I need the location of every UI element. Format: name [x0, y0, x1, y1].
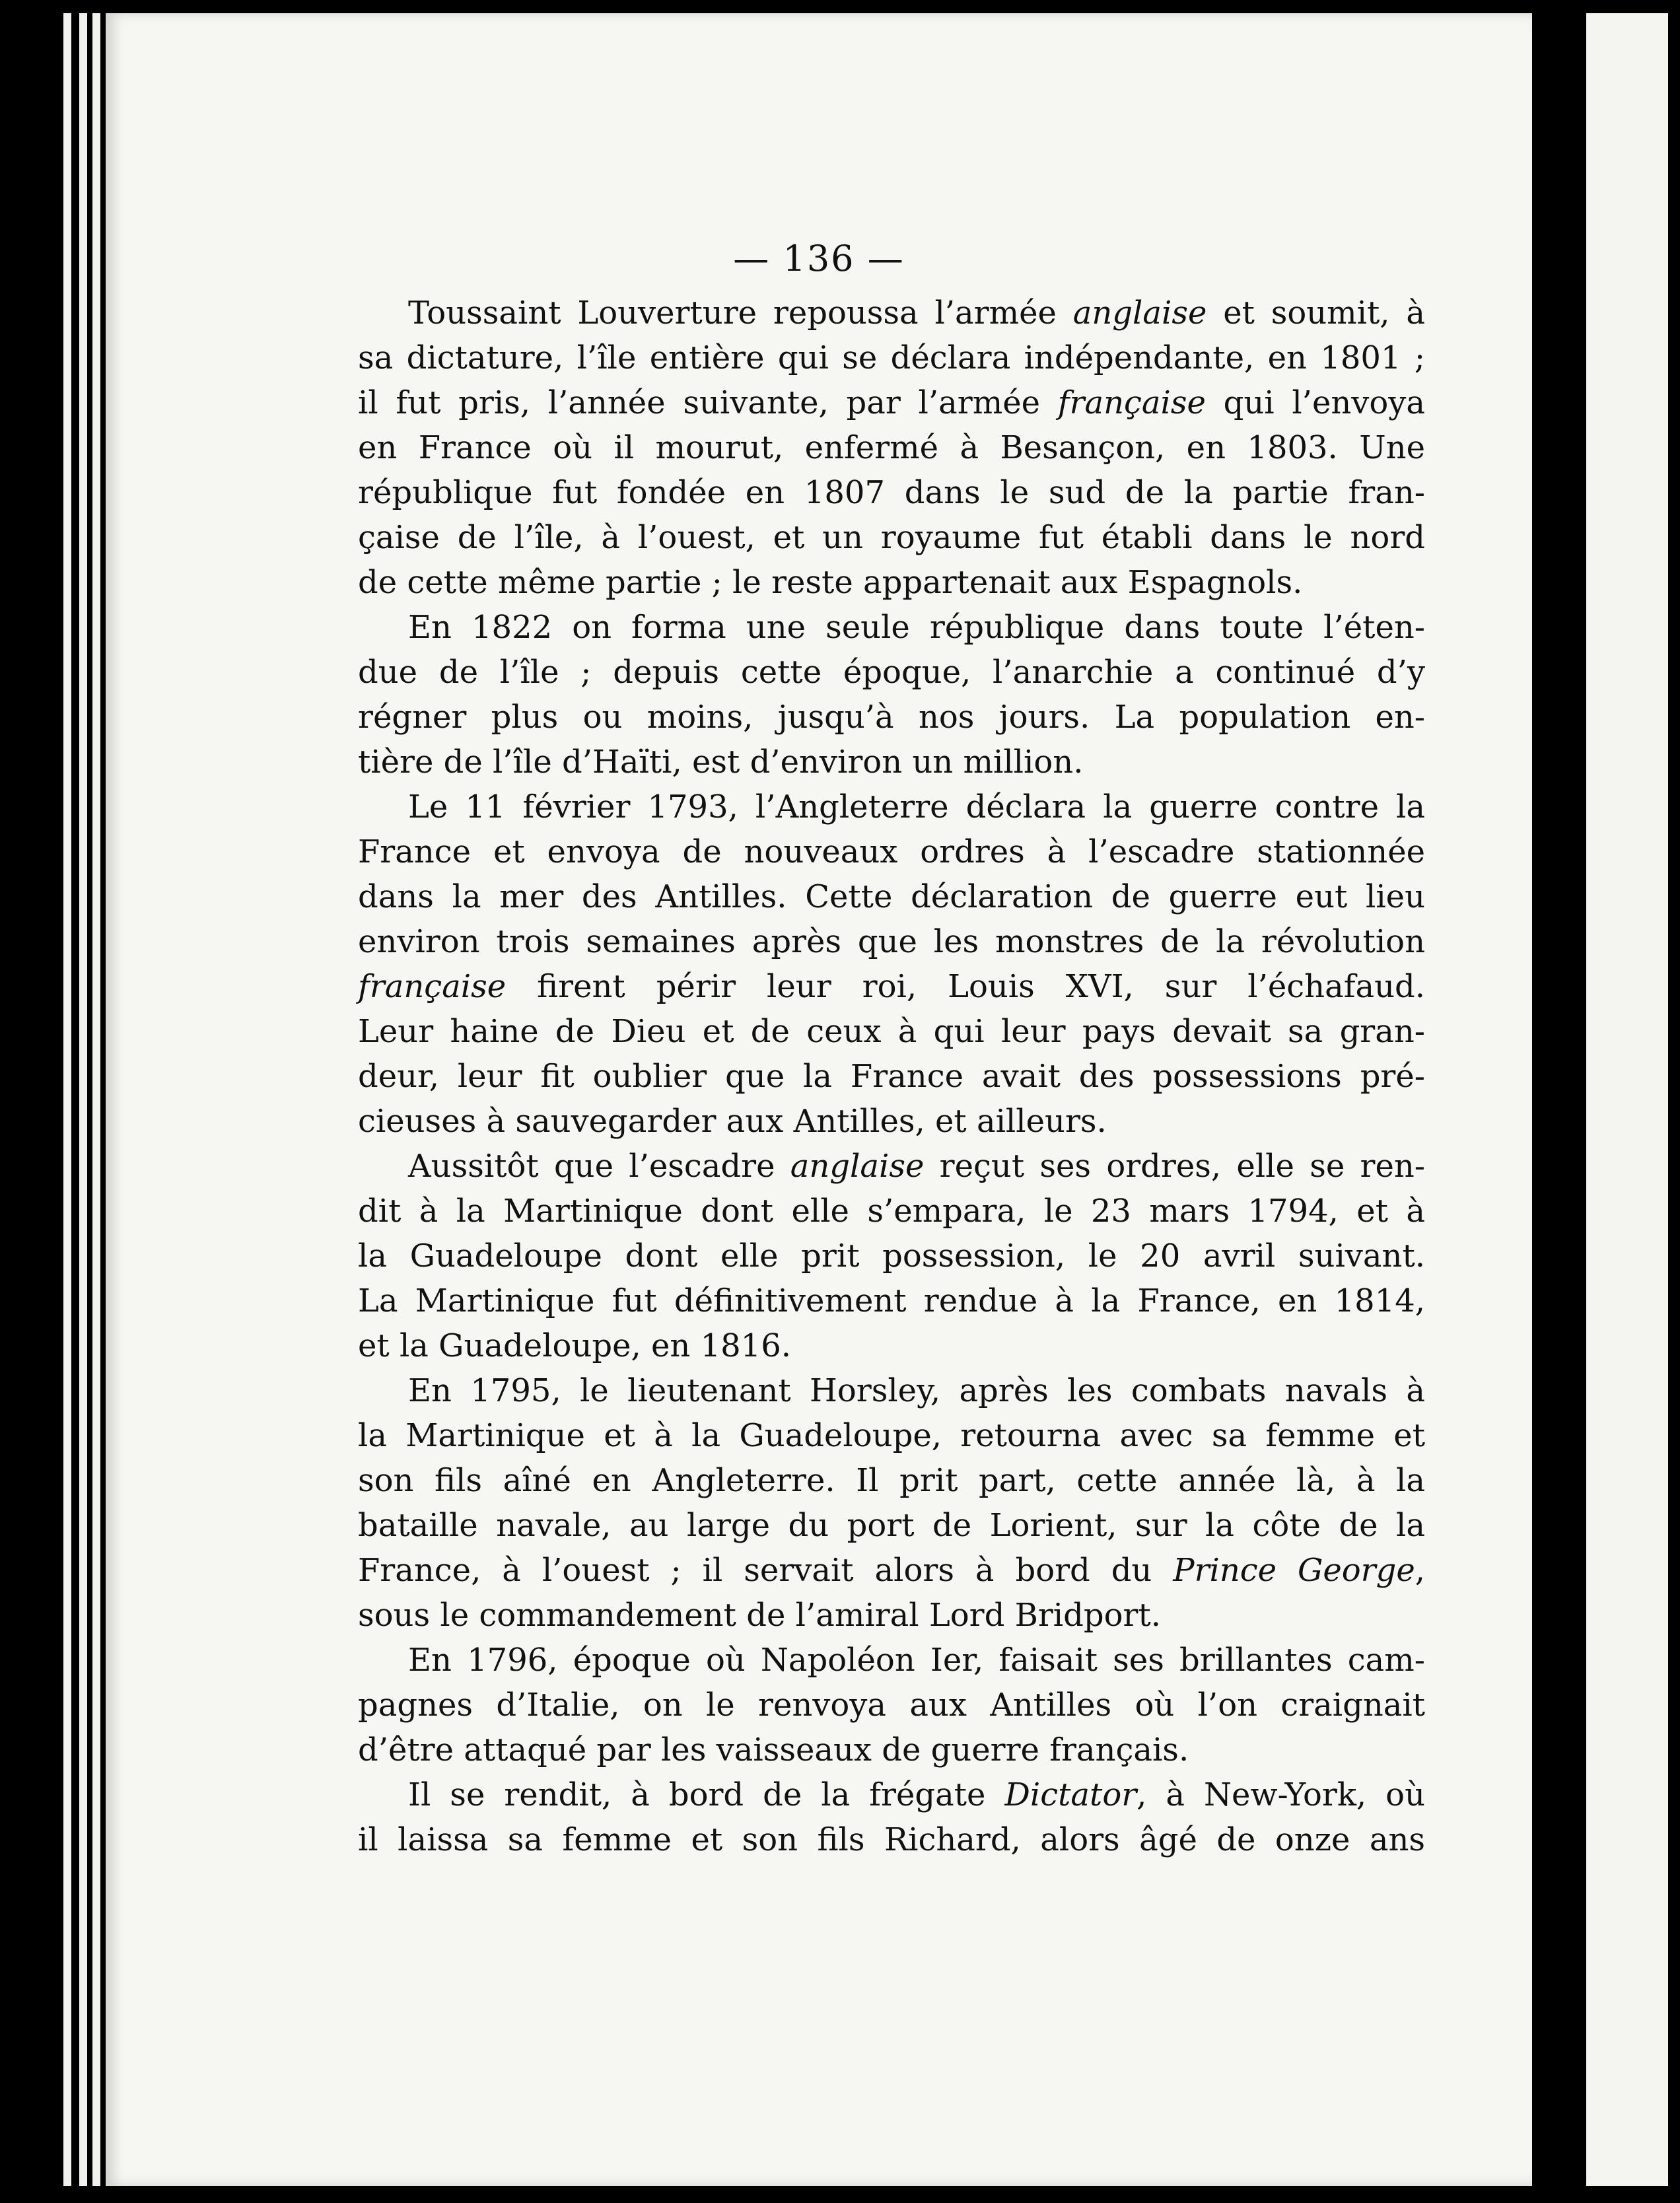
paragraph [358, 1368, 1425, 1638]
paragraph [358, 1144, 1425, 1368]
text-line: régner plus ou moins, jusqu’à nos jours. La population en- [358, 699, 1425, 736]
text-line: sa dictature, l’île entière qui se déclara indépendante, en 1801 ; [358, 339, 1425, 376]
facing-page-edge [1586, 13, 1668, 2186]
text-line: France et envoya de nouveaux ordres à l’escadre stationnée [358, 833, 1425, 870]
text-line: deur, leur fit oublier que la France avait des possessions pré- [358, 1058, 1425, 1095]
text-line: la Martinique et à la Guadeloupe, retourna avec sa femme et [358, 1417, 1425, 1454]
text-line: En 1795, le lieutenant Horsley, après les combats navals à [408, 1372, 1425, 1409]
text-line: due de l’île ; depuis cette époque, l’anarchie a continué d’y [358, 654, 1425, 691]
text-line: Le 11 février 1793, l’Angleterre déclara la guerre contre la [408, 788, 1425, 825]
text-line: Aussitôt que l’escadre anglaise reçut ses ordres, elle se ren- [408, 1148, 1425, 1185]
text-line: bataille navale, au large du port de Lorient, sur la côte de la [358, 1507, 1425, 1544]
text-line: cieuses à sauvegarder aux Antilles, et ailleurs. [358, 1103, 1107, 1140]
text-line: république fut fondée en 1807 dans le sud de la partie fran- [358, 474, 1425, 511]
page-number: — 136 — [733, 238, 905, 279]
text-line: la Guadeloupe dont elle prit possession, le 20 avril suivant. [358, 1238, 1425, 1275]
paragraph [358, 1638, 1425, 1772]
text-line: et la Guadeloupe, en 1816. [358, 1327, 791, 1364]
text-line: dit à la Martinique dont elle s’empara, le 23 mars 1794, et à [358, 1193, 1425, 1230]
text-line: tière de l’île d’Haïti, est d’environ un million. [358, 744, 1084, 781]
page-edge [63, 13, 71, 2186]
page-edge [79, 13, 87, 2186]
paragraph [358, 605, 1425, 785]
text-line: Il se rendit, à bord de la frégate Dictator, à New-York, où [408, 1776, 1425, 1813]
text-line: en France où il mourut, enfermé à Besançon, en 1803. Une [358, 429, 1425, 466]
text-line: France, à l’ouest ; il servait alors à bord du Prince George, [358, 1552, 1426, 1589]
paragraph [358, 1772, 1425, 1862]
paragraph [358, 785, 1425, 1144]
text-line: il fut pris, l’année suivante, par l’armée française qui l’envoya [358, 384, 1426, 421]
text-line: Toussaint Louverture repoussa l’armée anglaise et soumit, à [408, 295, 1425, 332]
text-line: sous le commandement de l’amiral Lord Bridport. [358, 1597, 1161, 1634]
text-line: dans la mer des Antilles. Cette déclaration de guerre eut lieu [358, 878, 1425, 915]
text-line: La Martinique fut définitivement rendue à la France, en 1814, [358, 1282, 1425, 1319]
text-line: française firent périr leur roi, Louis XVI, sur l’échafaud. [358, 968, 1425, 1005]
text-line: Leur haine de Dieu et de ceux à qui leur pays devait sa gran- [358, 1013, 1425, 1050]
text-line: En 1822 on forma une seule république dans toute l’éten- [408, 609, 1425, 646]
text-line: il laissa sa femme et son fils Richard, alors âgé de onze ans [358, 1821, 1425, 1858]
text-line: son fils aîné en Angleterre. Il prit part, cette année là, à la [358, 1462, 1425, 1499]
text-line: pagnes d’Italie, on le renvoya aux Antilles où l’on craignait [358, 1687, 1425, 1724]
page-edge [92, 13, 100, 2186]
text-line: çaise de l’île, à l’ouest, et un royaume fut établi dans le nord [358, 519, 1425, 556]
text-line: de cette même partie ; le reste appartenait aux Espagnols. [358, 564, 1303, 601]
text-line: d’être attaqué par les vaisseaux de guerre français. [358, 1731, 1189, 1768]
text-line: En 1796, époque où Napoléon Ier, faisait ses brillantes cam- [408, 1642, 1425, 1679]
body-text [358, 291, 1425, 1862]
paragraph [358, 291, 1425, 605]
text-line: environ trois semaines après que les monstres de la révolution [358, 923, 1425, 960]
